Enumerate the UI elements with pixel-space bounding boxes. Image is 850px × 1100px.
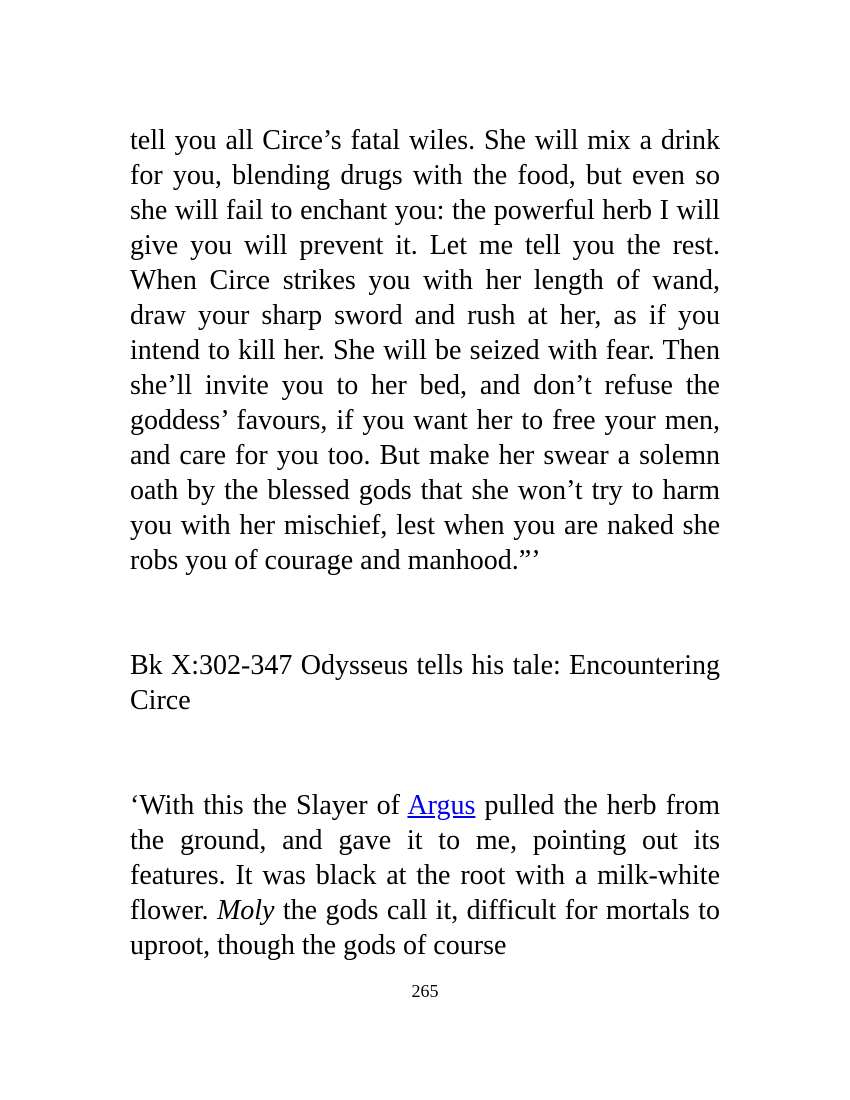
page-number: 265: [411, 981, 439, 1001]
paragraph-text: ‘With this the Slayer of: [130, 790, 408, 821]
italic-term: Moly: [216, 895, 275, 926]
argus-link[interactable]: Argus: [407, 790, 476, 821]
section-heading: Bk X:302-347 Odysseus tells his tale: Encountering Circe: [130, 650, 720, 716]
paragraph-text: the gods call it, difficult for mortals to uproot, though the gods of course: [130, 895, 720, 961]
paragraph-text: pulled the herb from the ground, and gave it to me, pointing out its features. It was black at the root with a milk-white flower.: [130, 790, 720, 926]
body-paragraph-continued: [130, 788, 720, 963]
body-paragraph: tell you all Circe’s fatal wiles. She will mix a drink for you, blending drugs with the food, but even so she will fail to enchant you: the powerful herb I will give you will prevent it. Let me tell you the rest. When Circe strikes you with her length of wand, draw your sharp sword and rush at her, as if you intend to kill her. She will be seized with fear. Then she’ll invite you to her bed, and don’t refuse the goddess’ favours, if you want her to free your men, and care for you too. But make her swear a solemn oath by the blessed gods that she won’t try to harm you with her mischief, lest when you are naked she robs you of courage and manhood.”’: [130, 125, 720, 576]
